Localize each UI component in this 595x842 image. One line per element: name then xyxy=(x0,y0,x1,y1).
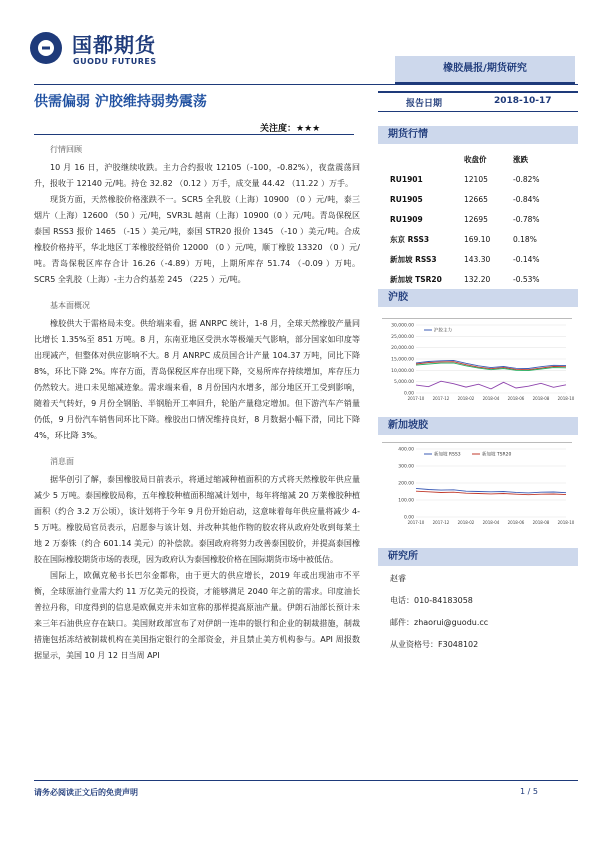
contract-name: 新加坡 TSR20 xyxy=(390,275,442,284)
y-tick-label: 5,000.00 xyxy=(393,380,414,386)
series-line xyxy=(416,381,566,389)
table-row xyxy=(388,270,574,290)
sidebar-heading-research: 研究所 xyxy=(378,548,578,566)
sidebar-heading-market: 期货行情 xyxy=(378,126,578,144)
legend-label: 新加坡 RSS3 xyxy=(434,452,461,458)
shfe-rubber-chart xyxy=(382,318,575,405)
legend-label: 新加坡 TSR20 xyxy=(482,452,512,458)
close-price: 143.30 xyxy=(464,255,491,264)
x-tick-label: 2018-06 xyxy=(507,520,525,525)
report-category-tab xyxy=(395,56,575,84)
x-tick-label: 2017-10 xyxy=(407,396,425,401)
change-percent: -0.84% xyxy=(513,195,540,204)
change-percent: -0.14% xyxy=(513,255,540,264)
close-price: 132.20 xyxy=(464,275,491,284)
contact-block xyxy=(390,568,488,656)
focus-rating: 关注度：★★★ xyxy=(260,124,321,134)
y-tick-label: 0.00 xyxy=(403,515,414,521)
close-price: 12105 xyxy=(464,175,488,184)
y-tick-label: 30,000.00 xyxy=(391,323,414,329)
report-title: 供需偏弱 沪胶维持弱势震荡 xyxy=(34,94,207,110)
table-row xyxy=(388,190,574,210)
paragraph-fundamentals: 橡胶供大于需格局未变。供给端来看，据 ANRPC 统计，1-8 月，全球天然橡胶产量同比增长 1.35%至 851 万吨。8 月，东南亚地区受洪水等极端天气影响，部分国家如印度等出现减产，但整体对供应影响不大。8 月 ANRPC 成员国合计产量 104.37 万吨，同比下降 8%，环比下降 2%。库存方面，青岛保税区库存出现下降，交易所库存持续增加，库存压力仍然较大。进口未见缩减迹象。需求端来看，8 月份国内水增多，部分地区开工受到影响，随着天气转好，9 月份全钢胎、半钢胎开工率回升，轮胎产量稳定增加。但下游汽车产销量仍低，9 月份汽车销售同环比下降。橡胶出口情况维持良好，8 月数据小幅下滑，同比下降 4%，环比降 3%。 xyxy=(34,319,360,440)
sidebar-heading-shfe-rubber: 沪胶 xyxy=(378,289,578,307)
contract-name: 新加坡 RSS3 xyxy=(390,255,437,264)
y-tick-label: 25,000.00 xyxy=(391,334,414,340)
sidebar-heading-singapore-rubber: 新加坡胶 xyxy=(378,417,578,435)
x-tick-label: 2018-08 xyxy=(532,396,550,401)
analyst-email[interactable]: 邮件：zhaorui@guodu.cc xyxy=(390,618,489,627)
y-tick-label: 10,000.00 xyxy=(391,368,414,374)
section-heading-market-review: 行情回顾 xyxy=(50,145,82,154)
report-date-label: 报告日期 xyxy=(406,99,443,109)
change-percent: -0.82% xyxy=(513,175,540,184)
column-header-price: 收盘价 xyxy=(464,155,487,164)
x-tick-label: 2017-12 xyxy=(432,520,450,525)
table-row xyxy=(388,170,574,190)
report-date-bar xyxy=(378,91,578,112)
y-tick-label: 20,000.00 xyxy=(391,346,414,352)
analyst-name: 赵睿 xyxy=(390,574,406,583)
y-tick-label: 100.00 xyxy=(398,498,414,504)
x-tick-label: 2018-08 xyxy=(532,520,550,525)
section-heading-fundamentals: 基本面概况 xyxy=(50,301,90,310)
footer-rule xyxy=(34,780,578,781)
y-tick-label: 0.00 xyxy=(403,391,414,397)
close-price: 169.10 xyxy=(464,235,491,244)
logo-text-cn: 国都期货 xyxy=(72,33,156,57)
column-header-change: 涨跌 xyxy=(513,155,528,164)
x-tick-label: 2018-04 xyxy=(482,396,500,401)
y-tick-label: 200.00 xyxy=(398,481,414,487)
x-tick-label: 2018-04 xyxy=(482,520,500,525)
logo-text-en: GUODU FUTURES xyxy=(73,57,157,66)
title-rule xyxy=(34,134,354,135)
report-date-value: 2018-10-17 xyxy=(494,96,552,106)
paragraph-news-opec: 国际上，欧佩克秘书长巴尔金都称，由于更大的供应增长，2019 年或出现油市不平衡，全球原油行业需大约 11 万亿美元的投资，才能够满足 2040 年之前的需求。印度油长普拉丹称，印度得到的信息是欧佩克并未如宣称的那样提高原油产量。伊朗石油部长预计未来三年石油供应存在缺口。美国财政部宣布了对伊朗一连串的银行和企业的制裁措施，制裁措施包括冻结被制裁机构在美国指定银行的全部资金，并且禁止美方机构参与。API 周报数据显示，美国 10 月 12 日当周 API xyxy=(34,571,360,660)
paragraph-market-review: 10 月 16 日，沪胶继续收跌。主力合约报收 12105（-100，-0.82%），夜盘震荡回升，报收于 12140 元/吨。持仓 32.82 （0.12 ）万手，成交量 44.42 （11.22 ）万手。 xyxy=(34,163,360,188)
disclaimer-notice[interactable]: 请务必阅读正文后的免责声明 xyxy=(34,788,138,797)
x-tick-label: 2018-02 xyxy=(457,520,475,525)
y-tick-label: 300.00 xyxy=(398,464,414,470)
analyst-license: 从业资格号：F3048102 xyxy=(390,640,479,649)
header-rule xyxy=(34,84,578,85)
x-tick-label: 2018-06 xyxy=(507,396,525,401)
close-price: 12665 xyxy=(464,195,488,204)
table-row xyxy=(388,250,574,270)
analyst-phone: 电话：010-84183058 xyxy=(390,596,473,605)
paragraph-spot: 现货方面，天然橡胶价格涨跌不一。SCR5 全乳胶（上海）10900 （0 ）元/吨，泰三烟片（上海）12600 （50 ）元/吨，SVR3L 越南（上海）10900（0 ）元/吨。青岛保税区泰国 RSS3 报价 1465 （-15 ）美元/吨，泰国 STR20 报价 1345 （-10 ）美元/吨。合成橡胶价格持平，华北地区丁苯橡胶经销价 12000 （0 ）元/吨，顺丁橡胶 13320 （0 ）元/吨。青岛保税区库存合计 16.26（-4.89）万吨，上期所库存 51.74 （-0.09 ）万吨。SCR5 全乳胶（上海）-主力合约基差 245 （225 ）元/吨。 xyxy=(34,195,360,284)
y-tick-label: 400.00 xyxy=(398,447,414,453)
contract-name: RU1909 xyxy=(390,215,423,224)
change-percent: -0.53% xyxy=(513,275,540,284)
table-row xyxy=(388,210,574,230)
x-tick-label: 2018-10 xyxy=(557,520,575,525)
contract-name: RU1901 xyxy=(390,175,423,184)
x-tick-label: 2017-10 xyxy=(407,520,425,525)
y-tick-label: 15,000.00 xyxy=(391,357,414,363)
section-heading-news: 消息面 xyxy=(50,457,74,466)
change-percent: 0.18% xyxy=(513,235,537,244)
close-price: 12695 xyxy=(464,215,488,224)
x-tick-label: 2017-12 xyxy=(432,396,450,401)
report-category-label: 橡胶晨报/期货研究 xyxy=(443,63,527,74)
table-header-row xyxy=(388,150,574,170)
contract-name: 东京 RSS3 xyxy=(390,235,430,244)
report-body xyxy=(34,138,360,664)
x-tick-label: 2018-10 xyxy=(557,396,575,401)
x-tick-label: 2018-02 xyxy=(457,396,475,401)
paragraph-news-thailand: 据华创引了解，泰国橡胶局日前表示，将通过缩减种植面积的方式将天然橡胶年供应量减少 5 万吨。泰国橡胶局称，五年橡胶种植面积缩减计划中，每年将缩减 20 万莱橡胶种植面积（约合 3.2 万公顷），该计划将于今年 9 月份开始启动，这意味着每年供应量将减少 4-5 万吨。橡胶局官员表示，启愿参与该计划、并改种其他作物的胶农将从政府处收到每莱土地 2 万泰铢（约合 601.14 美元）的补偿款。泰国政府将努力改善泰国胶价，并提高泰国橡胶在国际橡胶期货市场的表现，因为政府认为泰国橡胶价格在国际期货市场中被低估。 xyxy=(34,475,360,564)
singapore-rubber-chart xyxy=(382,442,575,529)
page-number: 1 / 5 xyxy=(520,787,538,796)
futures-table xyxy=(388,150,574,290)
change-percent: -0.78% xyxy=(513,215,540,224)
table-row xyxy=(388,230,574,250)
legend-label: 沪胶主力 xyxy=(434,328,452,334)
contract-name: RU1905 xyxy=(390,195,423,204)
